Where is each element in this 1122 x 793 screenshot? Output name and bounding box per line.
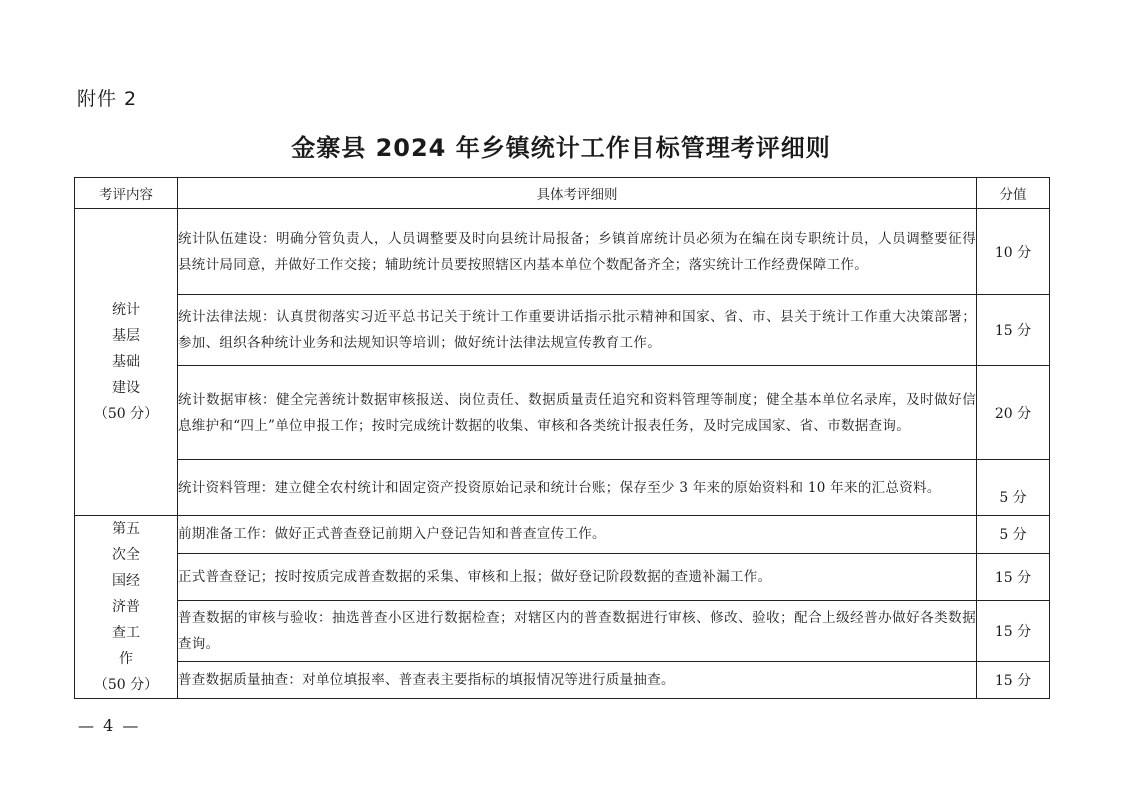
table-row <box>75 516 1050 554</box>
category-line: 查工 <box>112 625 140 641</box>
detail-cell: 正式普查登记；按时按质完成普查数据的采集、审核和上报；做好登记阶段数据的查遗补漏工作。 <box>178 553 977 600</box>
score-cell: 15 分 <box>977 662 1050 699</box>
score-cell: 15 分 <box>977 553 1050 600</box>
score-cell: 15 分 <box>977 295 1050 366</box>
detail-cell: 普查数据的审核与验收：抽选普查小区进行数据检查；对辖区内的普查数据进行审核、修改、验收；配合上级经普办做好各类数据查询。 <box>178 600 977 661</box>
table-row <box>75 553 1050 600</box>
score-cell: 5 分 <box>977 460 1050 516</box>
category-line: 统计 <box>112 302 140 318</box>
category-line: （50 分） <box>93 406 159 422</box>
page-number: — 4 — <box>78 716 141 735</box>
category-line: 济普 <box>112 599 140 615</box>
table-row <box>75 366 1050 460</box>
detail-cell: 普查数据质量抽查：对单位填报率、普查表主要指标的填报情况等进行质量抽查。 <box>178 662 977 699</box>
category-line: 基层 <box>112 328 140 344</box>
score-cell: 5 分 <box>977 516 1050 554</box>
table-row <box>75 209 1050 295</box>
table-row <box>75 600 1050 661</box>
category-cell-basic-construction <box>75 209 178 516</box>
category-line: 次全 <box>112 547 140 563</box>
header-score: 分值 <box>977 178 1050 209</box>
header-details: 具体考评细则 <box>178 178 977 209</box>
evaluation-table <box>74 177 1050 699</box>
category-line: 基础 <box>112 354 140 370</box>
detail-cell: 统计数据审核：健全完善统计数据审核报送、岗位责任、数据质量责任追究和资料管理等制度；健全基本单位名录库，及时做好信息维护和“四上”单位申报工作；按时完成统计数据的收集、审核和各类统计报表任务，及时完成国家、省、市数据查询。 <box>178 366 977 460</box>
score-cell: 15 分 <box>977 600 1050 661</box>
category-cell-economic-census <box>75 516 178 699</box>
detail-cell: 统计资料管理：建立健全农村统计和固定资产投资原始记录和统计台账；保存至少 3 年来的原始资料和 10 年来的汇总资料。 <box>178 460 977 516</box>
category-line: （50 分） <box>93 677 159 693</box>
table-row <box>75 295 1050 366</box>
category-line: 建设 <box>112 380 140 396</box>
header-content: 考评内容 <box>75 178 178 209</box>
table-header-row <box>75 178 1050 209</box>
table-row <box>75 460 1050 516</box>
score-cell: 10 分 <box>977 209 1050 295</box>
score-cell: 20 分 <box>977 366 1050 460</box>
table-row <box>75 662 1050 699</box>
detail-cell: 统计法律法规：认真贯彻落实习近平总书记关于统计工作重要讲话指示批示精神和国家、省、市、县关于统计工作重大决策部署；参加、组织各种统计业务和法规知识等培训；做好统计法律法规宣传教育工作。 <box>178 295 977 366</box>
document-title: 金寨县 2024 年乡镇统计工作目标管理考评细则 <box>291 134 831 162</box>
category-line: 作 <box>119 651 133 667</box>
category-line: 国经 <box>112 573 140 589</box>
attachment-label: 附件 2 <box>77 88 138 110</box>
detail-cell: 统计队伍建设：明确分管负责人，人员调整要及时向县统计局报备；乡镇首席统计员必须为在编在岗专职统计员，人员调整要征得县统计局同意，并做好工作交接；辅助统计员要按照辖区内基本单位个数配备齐全；落实统计工作经费保障工作。 <box>178 209 977 295</box>
detail-cell: 前期准备工作：做好正式普查登记前期入户登记告知和普查宣传工作。 <box>178 516 977 554</box>
category-line: 第五 <box>112 521 140 537</box>
